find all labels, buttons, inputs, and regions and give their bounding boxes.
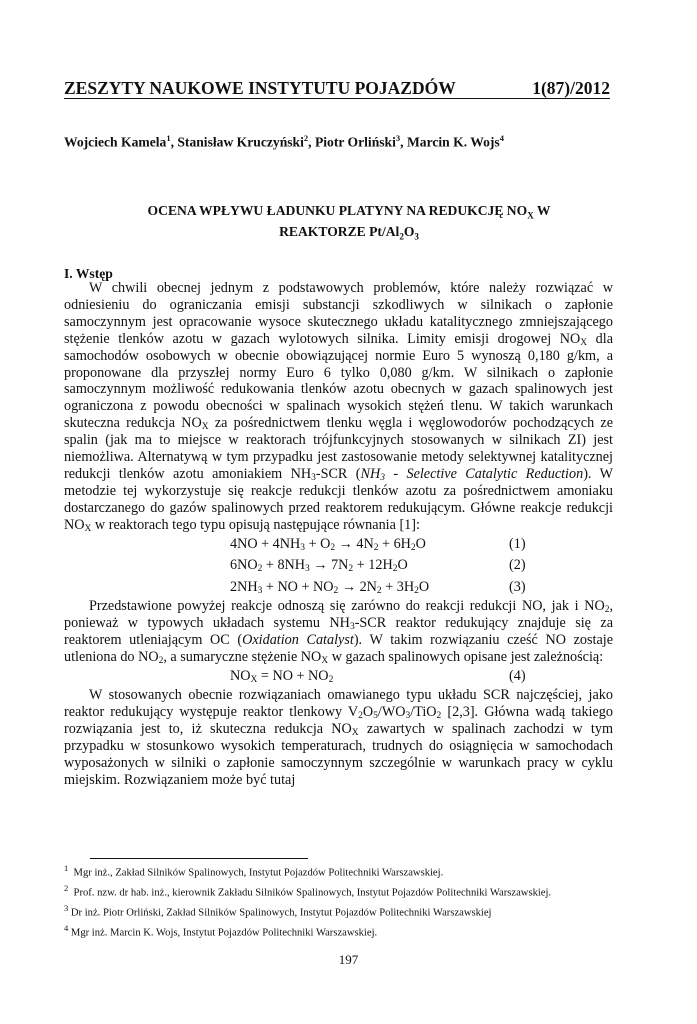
- text-run: -SCR reaktor redukujący znajduje się za reaktorem utleniającym OC (: [64, 615, 614, 648]
- author-separator: ,: [308, 134, 315, 150]
- equation-3: [64, 577, 613, 599]
- author-name: Wojciech Kamela: [64, 134, 167, 150]
- text-run: Przedstawione powyżej reakcje odnoszą się zarówno do reakcji redukcji NO, jak i NO: [89, 598, 605, 615]
- footnote: [64, 882, 615, 900]
- text-run: ). W metodzie tej wykorzystuje się reakcje redukcji tlenków azotu za pośrednictwem amoniaku dostarczanego do gazów spalinowych przed reaktorem redukującym. Główne reakcje redukcji NO: [64, 465, 613, 533]
- subscript: 3: [349, 622, 355, 632]
- subscript: 3: [380, 472, 385, 483]
- subscript: X: [321, 655, 329, 666]
- author-list: [64, 133, 624, 151]
- equation-4: [64, 666, 613, 688]
- subscript: X: [580, 337, 588, 348]
- footnotes: [64, 862, 615, 942]
- article-body: [64, 280, 613, 789]
- equation-1: [64, 534, 613, 556]
- italic-text: NH: [360, 465, 381, 482]
- text-run: /WO: [377, 704, 406, 721]
- title-text: O: [403, 223, 415, 239]
- footnote: [64, 922, 615, 940]
- title-text: OCENA WPŁYWU ŁADUNKU PLATYNY NA REDUKCJĘ NO: [147, 203, 528, 218]
- journal-issue: 1(87)/2012: [532, 78, 610, 98]
- text-run: W chwili obecnej jednym z podstawowych problemów, które należy rozwiązać w odniesieniu do ograniczania emisji substancji szkodliwych w silnikach o zapłonie samoczynnym jest opracowanie wysoce skutecznego układu katalitycznego zmniejszającego stężenie tlenków azotu w gazach wylotowych silnika. Limity emisji drogowej NO: [64, 280, 613, 347]
- author-footnote-ref: 1: [166, 133, 171, 143]
- author-footnote-ref: 2: [303, 133, 309, 143]
- paragraph: [64, 687, 613, 788]
- author-footnote-ref: 4: [499, 133, 504, 143]
- subscript: 3: [405, 711, 411, 722]
- section-heading: I. Wstęp: [64, 266, 113, 281]
- text-run: W stosowanych obecnie rozwiązaniach omawianego typu układu SCR najczęściej, jako reaktor redukujący występuje reaktor tlenkowy V: [64, 687, 613, 721]
- title-line: [64, 224, 634, 245]
- footnote-text: Prof. nzw. dr hab. inż., kierownik Zakładu Silników Spalinowych, Instytut Pojazdów Politechniki Warszawskiej.: [73, 887, 552, 899]
- journal-header: [64, 78, 610, 99]
- text-run: w reaktorach tego typu opisują następujące równania [1]:: [91, 516, 420, 533]
- text-run: zawartych w spalinach zachodzi w tym przypadku w stosunkowo wysokich temperaturach, trudnych do osiągnięcia w samochodach wyposażonych w silniki o zapłonie samoczynnym szczególnie w warunkach pracy w cyklu miejskim. Rozwiązaniem może być tutaj: [64, 721, 613, 788]
- footnote: [64, 862, 615, 880]
- italic-text: Oxidation Catalyst: [242, 631, 354, 648]
- footnote: [64, 902, 615, 920]
- text-run: [2,3]. Główna wadą takiego rozwiązania jest to, iż skuteczna redukcja NO: [64, 704, 613, 738]
- subscript: 3: [311, 472, 316, 483]
- subscript: 2: [158, 655, 164, 666]
- equation-number: (2): [509, 557, 526, 574]
- subscript: 2: [358, 711, 363, 722]
- text-run: , ponieważ w typowych układach systemu NH: [64, 598, 613, 631]
- footnote-marker: 3: [64, 902, 69, 913]
- italic-text: - Selective Catalytic Reduction: [384, 465, 584, 482]
- footnote-text: Mgr inż., Zakład Silników Spalinowych, Instytut Pojazdów Politechniki Warszawskiej.: [73, 867, 444, 879]
- author-footnote-ref: 3: [395, 133, 401, 143]
- text-run: , a sumaryczne stężenie NO: [163, 648, 322, 665]
- equation-number: (4): [509, 667, 526, 684]
- text-run: -SCR (: [315, 465, 361, 482]
- text-run: dla samochodów osobowych w obecnie obowiązującej normie Euro 5 wynoszą 0,180 g/km, a proponowane dla przyszłej normy Euro 6 tylko 0,080 g/km. W silnikach o zapłonie samoczynnym możliwość redukowania tlenków azotu obecnych w gazach spalinowych jest ograniczona z powodu obecności w spalinach wysokich stężeń tlenu. W takich warunkach skuteczna redukcja NO: [64, 330, 613, 432]
- equation-number: (1): [509, 535, 526, 552]
- journal-name: ZESZYTY NAUKOWE INSTYTUTU POJAZDÓW: [64, 78, 456, 98]
- subscript: X: [201, 422, 209, 433]
- text-run: za pośrednictwem tlenku węgla i węglowodorów pochodzących ze spalin (jak ma to miejsce w reaktorach trójfunkcyjnych stosowanych w silnikach ZI) jest niemożliwa. Alternatywą w tym przypadku jest zastosowanie metody selektywnej katalitycznej redukcji tlenków azotu amoniakiem NH: [64, 415, 613, 482]
- footnote-marker: 4: [64, 922, 69, 933]
- author-name: Stanisław Kruczyński: [177, 134, 304, 150]
- footnote-text: Mgr inż. Marcin K. Wojs, Instytut Pojazdów Politechniki Warszawskiej.: [70, 927, 378, 939]
- subscript: X: [351, 728, 359, 739]
- text-run: w gazach spalinowych opisane jest zależnością:: [328, 648, 604, 665]
- title-text: W: [533, 203, 551, 218]
- author-name: Piotr Orliński: [314, 134, 396, 150]
- subscript: 5: [373, 711, 378, 722]
- paper-title: [64, 203, 634, 244]
- subscript: 2: [604, 605, 610, 616]
- title-subscript: 2: [399, 231, 404, 242]
- subscript: 2: [436, 711, 442, 722]
- text-run: ). W takim rozwiązaniu cześć NO zostaje utleniona do NO: [64, 631, 614, 665]
- equation-formula: $2NH_3$ + NO + $NO_2 \to 2N_2 + 3H_2O$: [230, 578, 430, 596]
- author-name: Marcin K. Wojs: [406, 134, 500, 150]
- subscript: X: [84, 523, 92, 534]
- footnote-divider: [90, 858, 308, 859]
- footnote-marker: 2: [64, 882, 69, 893]
- author-separator: ,: [400, 134, 407, 150]
- author-separator: ,: [170, 134, 178, 150]
- text-run: O: [362, 704, 374, 721]
- title-subscript: X: [527, 210, 534, 221]
- title-line: [64, 203, 634, 224]
- text-run: /TiO: [410, 704, 437, 721]
- equation-number: (3): [509, 578, 526, 595]
- equation-formula: $NO_X$ = NO + $NO_2$: [230, 667, 334, 685]
- footnote-text: Dr inż. Piotr Orliński, Zakład Silników Spalinowych, Instytut Pojazdów Politechniki Warszawskiej: [70, 907, 492, 919]
- title-subscript: 3: [414, 231, 419, 242]
- paragraph: [64, 280, 613, 534]
- equation-formula: $6NO_2 + 8NH_3 \to 7N_2 + 12H_2O$: [230, 557, 408, 575]
- title-text: REAKTORZE Pt/Al: [279, 223, 400, 239]
- equation-formula: $4NO + 4NH_3 + O_2 \to 4N_2 + 6H_2O$: [230, 535, 426, 553]
- page-number: 197: [338, 952, 359, 967]
- paragraph: [64, 598, 613, 666]
- footnote-marker: 1: [64, 863, 69, 873]
- equation-2: [64, 555, 613, 577]
